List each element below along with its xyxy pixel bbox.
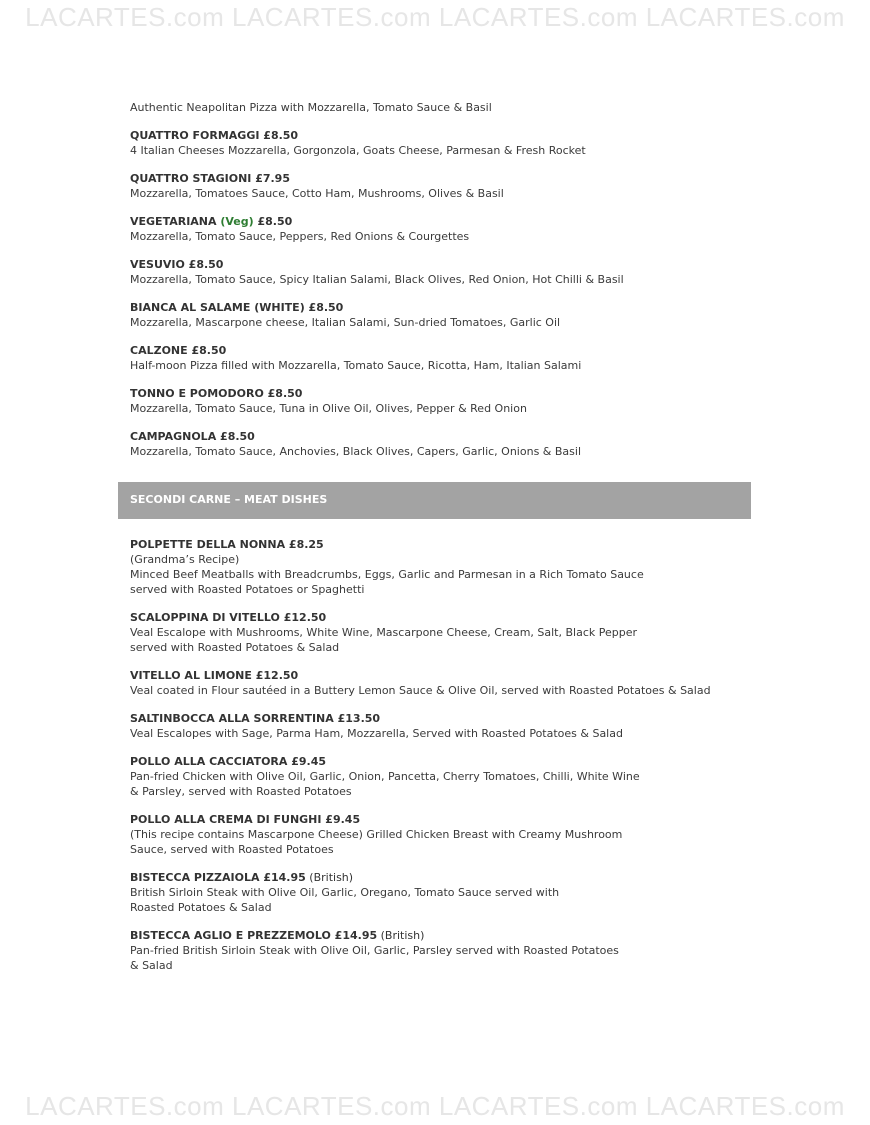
item-title: CAMPAGNOLA £8.50 [130,430,255,443]
menu-item-pollo-alla-crema-di-funghi [130,812,750,857]
watermark-top: LACARTES.com LACARTES.com LACARTES.com LACARTES.com [25,2,845,32]
item-description-line: (Grandma’s Recipe) [130,553,240,566]
menu-item-vitello-al-limone [130,668,750,698]
item-title [130,870,750,885]
item-description: Mozzarella, Tomatoes Sauce, Cotto Ham, Mushrooms, Olives & Basil [130,187,504,200]
menu-item-bianca-al-salame [130,300,750,330]
item-description: Mozzarella, Tomato Sauce, Peppers, Red Onions & Courgettes [130,230,470,243]
item-title: BIANCA AL SALAME (WHITE) £8.50 [130,301,344,314]
item-description: 4 Italian Cheeses Mozzarella, Gorgonzola, Goats Cheese, Parmesan & Fresh Rocket [130,144,586,157]
item-description: Mozzarella, Tomato Sauce, Anchovies, Black Olives, Capers, Garlic, Onions & Basil [130,445,581,458]
item-title: SCALOPPINA DI VITELLO £12.50 [130,611,327,624]
item-title [130,928,750,943]
menu-item-quattro-formaggi [130,128,750,158]
menu-item-quattro-stagioni [130,171,750,201]
item-description-line: & Parsley, served with Roasted Potatoes [130,785,352,798]
item-name: VEGETARIANA [130,215,221,228]
item-description: Mozzarella, Tomato Sauce, Spicy Italian Salami, Black Olives, Red Onion, Hot Chilli & Basil [130,273,624,286]
item-description-line: Veal Escalopes with Sage, Parma Ham, Mozzarella, Served with Roasted Potatoes & Salad [130,727,623,740]
item-title: VESUVIO £8.50 [130,258,224,271]
item-title: SALTINBOCCA ALLA SORRENTINA £13.50 [130,712,381,725]
item-description-line: Sauce, served with Roasted Potatoes [130,843,334,856]
item-description-line: Pan-fried Chicken with Olive Oil, Garlic, Onion, Pancetta, Cherry Tomatoes, Chilli, White Wine [130,770,640,783]
menu-item-bistecca-pizzaiola [130,870,750,915]
item-note: (British) [305,871,354,884]
item-description-line: Veal coated in Flour sautéed in a Buttery Lemon Sauce & Olive Oil, served with Roasted Potatoes & Salad [130,684,711,697]
item-description: Mozzarella, Tomato Sauce, Tuna in Olive Oil, Olives, Pepper & Red Onion [130,402,527,415]
item-description: Mozzarella, Mascarpone cheese, Italian Salami, Sun-dried Tomatoes, Garlic Oil [130,316,561,329]
menu-item-pollo-alla-cacciatora [130,754,750,799]
menu-item-vegetariana [130,214,750,244]
section-title: SECONDI CARNE – MEAT DISHES [130,493,328,506]
watermark-bottom: LACARTES.com LACARTES.com LACARTES.com LACARTES.com [25,1091,845,1121]
item-description-line: & Salad [130,959,173,972]
menu-item-polpette-della-nonna [130,537,750,597]
menu-item-tonno-e-pomodoro [130,386,750,416]
pizza-menu [130,100,750,472]
item-title [130,214,750,229]
veg-label: (Veg) [220,215,254,228]
menu-item-vesuvio [130,257,750,287]
item-description-line: Pan-fried British Sirloin Steak with Olive Oil, Garlic, Parsley served with Roasted Potatoes [130,944,619,957]
item-title: TONNO E POMODORO £8.50 [130,387,303,400]
menu-item-calzone [130,343,750,373]
menu-item-campagnola [130,429,750,459]
item-price: £8.50 [253,215,293,228]
item-description-line: Veal Escalope with Mushrooms, White Wine, Mascarpone Cheese, Cream, Salt, Black Pepper [130,626,638,639]
item-description-line: Roasted Potatoes & Salad [130,901,272,914]
menu-item-saltinbocca-alla-sorrentina [130,711,750,741]
item-description: Half-moon Pizza filled with Mozzarella, Tomato Sauce, Ricotta, Ham, Italian Salami [130,359,582,372]
item-title: VITELLO AL LIMONE £12.50 [130,669,299,682]
item-title: POLPETTE DELLA NONNA £8.25 [130,538,324,551]
item-name: BISTECCA PIZZAIOLA £14.95 [130,871,306,884]
meat-menu [130,537,750,986]
item-name: BISTECCA AGLIO E PREZZEMOLO £14.95 [130,929,378,942]
item-description-line: (This recipe contains Mascarpone Cheese) Grilled Chicken Breast with Creamy Mushroom [130,828,623,841]
item-title: POLLO ALLA CACCIATORA £9.45 [130,755,327,768]
item-title: QUATTRO STAGIONI £7.95 [130,172,290,185]
menu-item-scaloppina-di-vitello [130,610,750,655]
item-note: (British) [377,929,425,942]
menu-item-bistecca-aglio-e-prezzemolo [130,928,750,973]
item-title: CALZONE £8.50 [130,344,227,357]
pizza-intro: Authentic Neapolitan Pizza with Mozzarella, Tomato Sauce & Basil [130,101,492,114]
item-description-line: British Sirloin Steak with Olive Oil, Garlic, Oregano, Tomato Sauce served with [130,886,560,899]
item-description-line: served with Roasted Potatoes or Spaghetti [130,583,365,596]
item-description-line: Minced Beef Meatballs with Breadcrumbs, Eggs, Garlic and Parmesan in a Rich Tomato Sauce [130,568,644,581]
item-title: POLLO ALLA CREMA DI FUNGHI £9.45 [130,813,361,826]
item-description-line: served with Roasted Potatoes & Salad [130,641,340,654]
section-header-meat-dishes [118,482,751,519]
item-title: QUATTRO FORMAGGI £8.50 [130,129,299,142]
